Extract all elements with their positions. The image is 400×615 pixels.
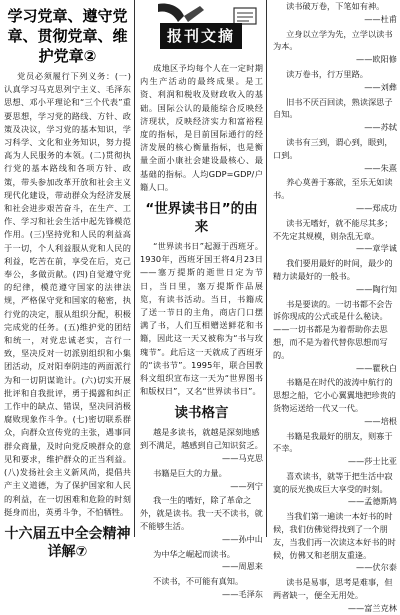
quote-source: ——瞿秋白 xyxy=(356,362,397,373)
quote-text: 喜欢读书，就等于把生活中寂寞的辰光换成巨大享受的时刻。 xyxy=(273,470,393,494)
quote-source: ——欧阳修 xyxy=(356,54,397,65)
quote-text: 我们要用最好的时间，最少的精力读最好的一般书。 xyxy=(273,258,393,281)
quote-text: 越是多读书，就越是深刻地感到不满足，越感到自己知识贫乏。 xyxy=(140,427,263,451)
article-title-plenary: 十六届五中全会精神详解⑦ xyxy=(4,525,131,560)
quote-source: ——郑成功 xyxy=(356,202,397,213)
quote-source: ——周恩来 xyxy=(222,561,263,572)
article-body-reading-day: “世界读书日”起源于西班牙。1930年，西班牙国王将4月23日——塞万提斯的逝世日定为节日，当日里，塞万提斯作品展览，有读书活动。当日，书籍成了送一节日的主角，商店门口摆满了书，人们互相赠送鲜花和书籍，因此这一天又被称为“书与玫瑰节”。此后这一天就成了西班牙的“读书节”。1995年，联合国教科文组织宣布这一天为“世界图书和版权日”，又名“世界读书日”。 xyxy=(140,241,263,397)
quote-source: ——孙中山 xyxy=(222,533,263,544)
quote-text: 书籍是巨大的力量。 xyxy=(153,467,227,478)
quote-source: ——列宁 xyxy=(230,480,263,491)
quote-source: ——孟德斯鸠 xyxy=(347,496,397,507)
quote-source: ——富兰克林 xyxy=(347,602,397,613)
quote-text: 当我们第一遍读一本好书的时候，我们仿佛觉得找到了一个朋友，当我们再一次读这本好书的时候，仿佛又和老朋友重逢。 xyxy=(273,511,396,560)
quote-text: 读万卷书，行万里路。 xyxy=(286,68,368,79)
quote-text: 读书是易事，思考是难事，但两者缺一，便全无用处。 xyxy=(273,577,393,601)
quote-list-right xyxy=(273,0,397,615)
quote-source: ——刘彝 xyxy=(364,81,397,92)
article-title-party-constitution: 学习党章、遵守党章、贯彻党章、维护党章② xyxy=(7,7,128,65)
article-title-reading-day: “世界读书日”的由来 xyxy=(145,201,258,236)
quote-source: ——章学诚 xyxy=(356,243,397,254)
digest-logo-text: 报刊文摘 xyxy=(160,23,242,49)
quote-text: 书是要读的。一切书都不会告诉你现成的公式或是什么秘诀。——一切书都是为着帮助你去思想，而不是为着代替你思想而写的。 xyxy=(273,298,393,360)
article-title-reading-quotes: 读书格言 xyxy=(174,405,229,422)
quote-source: ——朱熹 xyxy=(364,162,397,173)
quote-text: 为中华之崛起而读书。 xyxy=(153,548,235,559)
quote-text: 读书破万卷，下笔如有神。 xyxy=(286,1,385,11)
column-middle xyxy=(136,0,267,600)
quote-list-middle xyxy=(140,426,263,600)
quote-source: ——毛泽东 xyxy=(222,589,263,600)
quote-text: 养心莫善于寡欲，至乐无如读书。 xyxy=(273,177,393,201)
article-body-gdp: 成地区予均每个人在一定时期内生产活动的最终成果。是工资、利润和税收及财政收入的基础。国际公认的最能综合反映经济现状，反映经济实力和富裕程度的指标，是目前国际通行的经济发展的核心衡量指标，也是衡量全面小康社会建设最核心、最基础的指标。人均GDP=GDP/户籍人口。 xyxy=(140,63,263,192)
quote-text: 读书无嗜好，就不能尽其多；不先定其规模，则杂乱无章。 xyxy=(273,217,393,241)
digest-logo xyxy=(140,0,263,58)
quote-text: 我一生的嗜好，除了革命之外，就是读书。我一天不读书，就不能够生活。 xyxy=(140,495,263,532)
quote-text: 读书有三到，谓心到，眼到，口到。 xyxy=(273,136,393,160)
quote-text: 书籍是在时代的波涛中航行的思想之船，它小心翼翼地把珍贵的货物运送给一代又一代。 xyxy=(273,377,396,413)
article-body-party-duties: 党员必须履行下列义务：(一)认真学习马克思列宁主义、毛泽东思想、邓小平理论和“三个代表”重要思想，学习党的路线、方针、政策及决议，学习党的基本知识，学习科学、文化和业务知识，努力提高为人民服务的本领。(二)贯彻执行党的基本路线和各项方针、政策，带头参加改革开放和社会主义现代化建设，带动群众为经济发展和社会进步艰苦奋斗，在生产、工作、学习和社会生活中起先锋模范作用。(三)坚持党和人民的利益高于一切，个人利益服从党和人民的利益，吃苦在前，享受在后，克己奉公，多做贡献。(四)自觉遵守党的纪律，模范遵守国家的法律法规，严格保守党和国家的秘密，执行党的决定，服从组织分配，积极完成党的任务。(五)维护党的团结和统一，对党忠诚老实，言行一致，坚决反对一切派别组织和小集团活动，反对阳奉阴违的两面派行为和一切阴谋诡计。(六)切实开展批评和自我批评，勇于揭露和纠正工作中的缺点、错误，坚决同消极腐败现象作斗争。(七)密切联系群众，向群众宣传党的主张，遇事同群众商量，及时向党反映群众的意见和要求，维护群众的正当利益。(八)发扬社会主义新风尚，提倡共产主义道德，为了保护国家和人民的利益，在一切困难和危险的时刻挺身而出，英勇斗争，不怕牺牲。 xyxy=(4,71,131,517)
quote-source: ——莎士比亚 xyxy=(347,456,397,467)
quote-source: ——马克思 xyxy=(222,453,263,464)
quote-text: 书籍是我最好的朋友，则寡于不幸。 xyxy=(273,430,393,454)
quote-source: ——伏尔泰 xyxy=(356,562,397,573)
quote-source: ——陶行知 xyxy=(356,283,397,294)
quote-text: 旧书不厌百回读，熟读深思子自知。 xyxy=(273,96,393,120)
quote-source: ——杜甫 xyxy=(364,13,397,24)
column-left xyxy=(0,0,135,560)
quote-source: ——培根 xyxy=(364,415,397,426)
quote-text: 不读书，不可能有真知。 xyxy=(153,576,244,587)
column-right xyxy=(268,0,400,613)
quote-text: 立身以立学为先，立学以读书为本。 xyxy=(273,28,393,52)
quote-source: ——苏轼 xyxy=(364,122,397,133)
